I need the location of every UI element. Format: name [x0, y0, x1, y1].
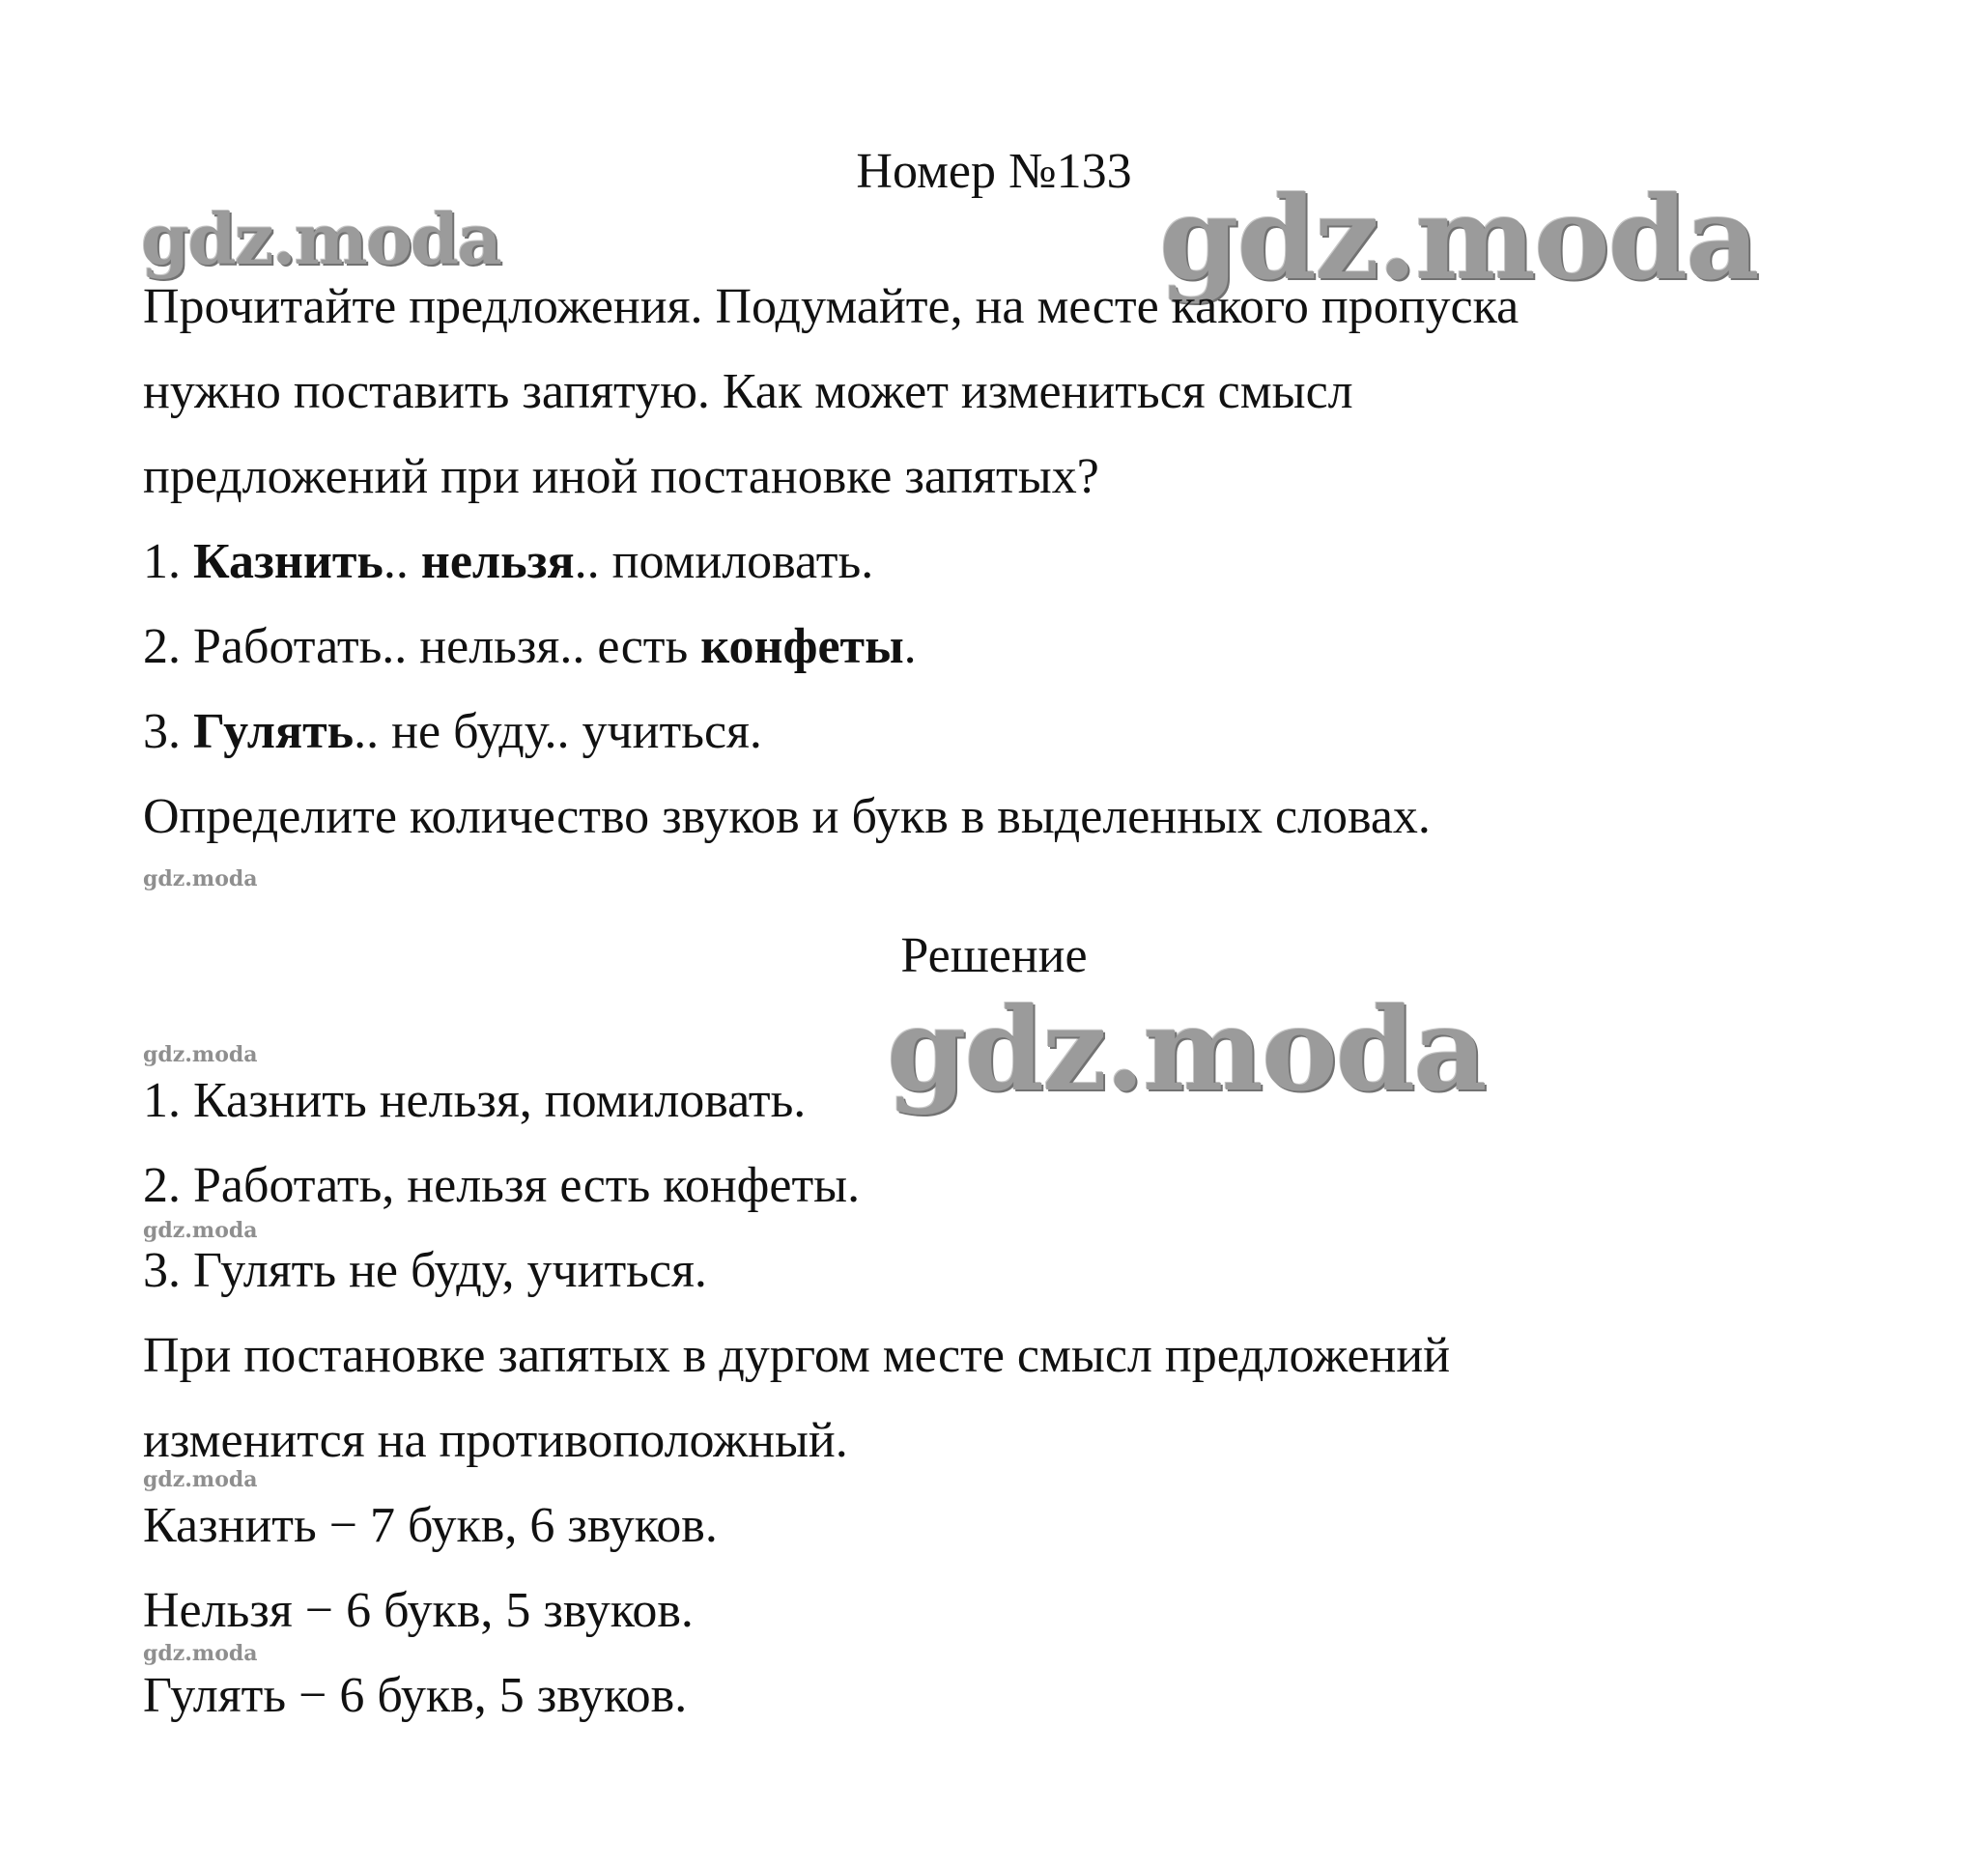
watermark-large: gdz.moda	[1159, 171, 1758, 305]
solution-title: Решение	[900, 928, 1088, 983]
task-title: Номер №133	[856, 144, 1132, 199]
highlighted-word: нельзя	[420, 534, 575, 589]
task-question: Определите количество звуков и букв в выделенных словах.	[143, 789, 1431, 844]
watermark-small: gdz.moda	[143, 1641, 258, 1666]
highlighted-word: конфеты	[700, 619, 904, 674]
sentence-text: Работать.. нельзя.. есть	[193, 619, 701, 674]
watermark-small: gdz.moda	[143, 866, 258, 891]
task-intro-line: нужно поставить запятую. Как может измениться смысл	[143, 364, 1353, 419]
solution-line: Казнить − 7 букв, 6 звуков.	[143, 1498, 718, 1553]
watermark-small: gdz.moda	[143, 1467, 258, 1492]
task-intro-line: Прочитайте предложения. Подумайте, на месте какого пропуска	[143, 279, 1519, 334]
solution-line: Нельзя − 6 букв, 5 звуков.	[143, 1583, 694, 1638]
task-intro-line: предложений при иной постановке запятых?	[143, 449, 1099, 504]
highlighted-word: Казнить	[193, 534, 383, 589]
sentence-text: .	[903, 619, 917, 674]
sentence-number: 3.	[143, 704, 193, 759]
watermark-large: gdz.moda	[887, 982, 1486, 1117]
sentence-2	[143, 618, 917, 676]
sentence-text: .. помиловать.	[574, 534, 874, 589]
highlighted-word: Гулять	[193, 704, 355, 759]
watermark-small: gdz.moda	[143, 1218, 258, 1243]
watermark-large: gdz.moda	[141, 198, 500, 280]
solution-line: Гулять − 6 букв, 5 звуков.	[143, 1668, 688, 1723]
sentence-1	[143, 533, 873, 591]
sentence-3	[143, 703, 762, 761]
solution-line: 3. Гулять не буду, учиться.	[143, 1243, 707, 1298]
watermark-small: gdz.moda	[143, 1042, 258, 1067]
solution-line: 1. Казнить нельзя, помиловать.	[143, 1073, 807, 1128]
sentence-text: ..	[383, 534, 421, 589]
solution-line: 2. Работать, нельзя есть конфеты.	[143, 1158, 861, 1213]
solution-line: При постановке запятых в дургом месте смысл предложений	[143, 1328, 1451, 1383]
sentence-number: 1.	[143, 534, 193, 589]
sentence-number: 2.	[143, 619, 193, 674]
solution-line: изменится на противоположный.	[143, 1413, 848, 1468]
sentence-text: .. не буду.. учиться.	[354, 704, 762, 759]
